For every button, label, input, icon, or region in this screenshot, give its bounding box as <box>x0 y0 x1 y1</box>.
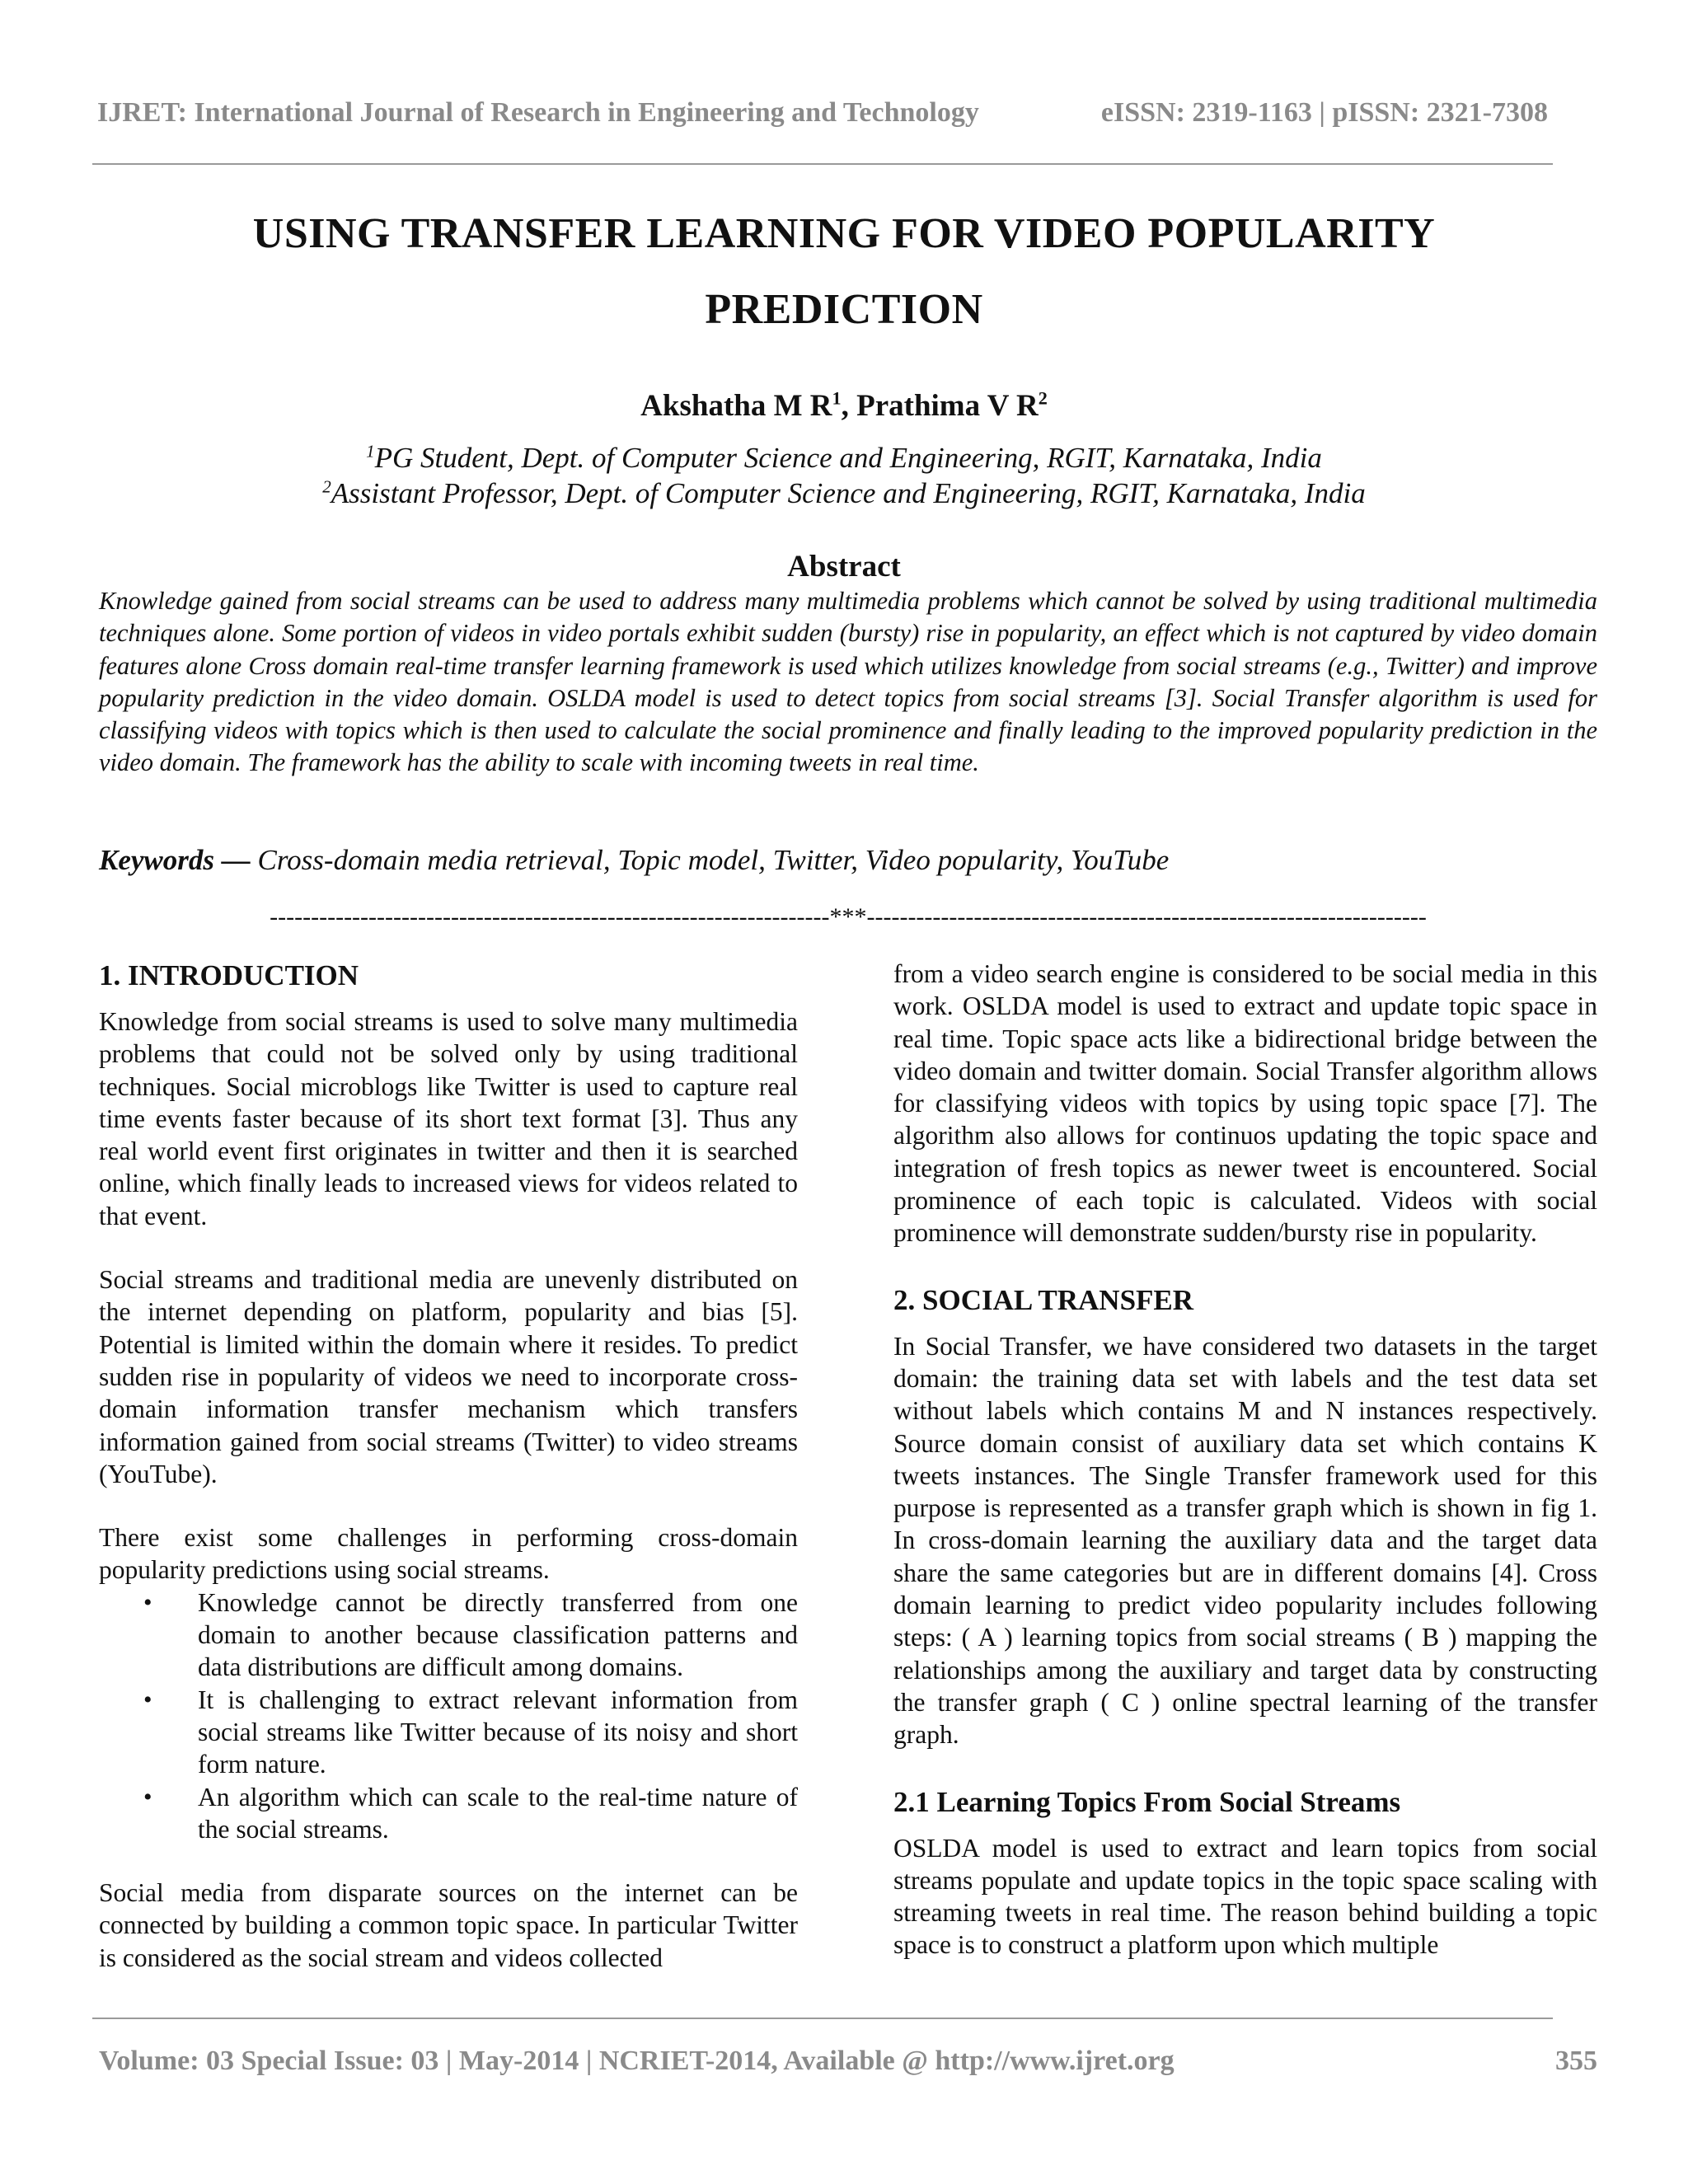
author-name: Akshatha M R <box>640 389 832 423</box>
affiliation-marker: 1 <box>366 441 375 462</box>
journal-name: IJRET: International Journal of Research in Engineering and Technology <box>97 97 979 128</box>
learning-topics-paragraph: OSLDA model is used to extract and learn topics from social streams populate and update topics in the topic space scaling with streaming tweets in real time. The reason behind building a topic space is to construct a platform upon which multiple <box>893 1833 1597 1960</box>
intro-paragraph: Knowledge from social streams is used to solve many multimedia problems that could not be solved only by using traditional techniques. Social microblogs like Twitter is used to capture real time events faster because of its short text format [3]. Thus any real world event first originates in twitter and then it is searched online, which finally leads to increased views for videos related to that event. <box>99 1007 798 1230</box>
list-item <box>143 1684 798 1781</box>
bullet-icon: • <box>143 1588 152 1616</box>
keywords-text: Cross-domain media retrieval, Topic model, Twitter, Video popularity, YouTube <box>250 844 1170 876</box>
left-column <box>99 956 798 2005</box>
title-line-1: USING TRANSFER LEARNING FOR VIDEO POPULARITY <box>252 210 1436 257</box>
abstract-heading: Abstract <box>787 550 901 583</box>
section-separator: --------------------------------------------------------------------***-------------------------------------------------------------------- <box>270 903 1427 930</box>
header-divider <box>92 163 1553 165</box>
abstract-body: Knowledge gained from social streams can be used to address many multimedia problems which cannot be solved by using traditional multimedia techniques alone. Some portion of videos in video portals exhibit sudden (bursty) rise in popularity, an effect which is not captured by video domain features alone Cross domain real-time transfer learning framework is used which utilizes knowledge from social streams (e.g., Twitter) and improve popularity prediction in the video domain. OSLDA model is used to detect topics from social streams [3]. Social Transfer algorithm is used for classifying videos with topics which is then used to calculate the social prominence and finally leading to the improved popularity prediction in the video domain. The framework has the ability to scale with incoming tweets in real time. <box>99 587 1597 777</box>
social-transfer-paragraph: In Social Transfer, we have considered two datasets in the target domain: the training data set with labels and the test data set without labels which contains M and N instances respectively. Source domain consist of auxiliary data set which contains K tweets instances. The Single Transfer framework used for this purpose is represented as a transfer graph which is shown in fig 1. In cross-domain learning the auxiliary data and the target data share the same categories but are in different domains [4]. Cross domain learning to predict video popularity includes following steps: ( A ) learning topics from social streams ( B ) mapping the relationships among the auxiliary and target data by constructing the transfer graph ( C ) online spectral learning of the transfer graph. <box>893 1331 1597 1750</box>
author-affil-marker: 1 <box>832 387 842 409</box>
page-number: 355 <box>1555 2046 1597 2076</box>
author-affil-marker: 2 <box>1038 387 1048 409</box>
affiliation-text: PG Student, Dept. of Computer Science and Engineering, RGIT, Karnataka, India <box>374 442 1322 474</box>
list-item <box>143 1781 798 1846</box>
intro-paragraph: from a video search engine is considered to be social media in this work. OSLDA model is used to extract and update topic space in real time. Topic space acts like a bidirectional bridge between the video domain and twitter domain. Social Transfer algorithm allows for classifying videos with topics by using topic space [7]. The algorithm also allows for continuos updating the topic space and integration of fresh topics as newer tweet is encountered. Social prominence of each topic is calculated. Videos with social prominence will demonstrate sudden/bursty rise in popularity. <box>893 959 1597 1248</box>
affiliations <box>124 440 1564 511</box>
author-name: Prathima V R <box>856 389 1039 423</box>
running-header <box>97 97 1548 138</box>
footer-divider <box>92 2018 1553 2019</box>
affiliation-marker: 2 <box>322 476 331 497</box>
author-separator: , <box>841 389 857 423</box>
list-item-text: It is challenging to extract relevant information from social streams like Twitter because of its noisy and short form nature. <box>198 1685 798 1779</box>
keywords-label: Keywords — <box>99 844 251 876</box>
volume-info: Volume: 03 Special Issue: 03 | May-2014 | NCRIET-2014, Available @ http://www.ijret.org <box>99 2046 1175 2076</box>
issn-info: eISSN: 2319-1163 | pISSN: 2321-7308 <box>1100 97 1548 128</box>
bullet-icon: • <box>143 1685 152 1713</box>
list-item-text: Knowledge cannot be directly transferred from one domain to another because classification patterns and data distributions are difficult among domains. <box>198 1587 798 1682</box>
bullet-icon: • <box>143 1783 152 1811</box>
list-item <box>143 1586 798 1684</box>
challenge-list <box>99 1586 798 1845</box>
list-item-text: An algorithm which can scale to the real-time nature of the social streams. <box>198 1782 798 1844</box>
keywords-line <box>99 841 1597 880</box>
paper-title <box>124 196 1564 348</box>
section-heading-introduction: 1. INTRODUCTION <box>99 959 359 991</box>
intro-paragraph: Social media from disparate sources on the internet can be connected by building a common topic space. In particular Twitter is considered as the social stream and videos collected <box>99 1878 798 1972</box>
affiliation-line <box>124 440 1564 476</box>
title-line-2: PREDICTION <box>705 286 983 333</box>
affiliation-line <box>124 476 1564 511</box>
intro-paragraph: There exist some challenges in performing cross-domain popularity predictions using social streams. <box>99 1523 798 1585</box>
author-list <box>124 386 1564 427</box>
intro-paragraph: Social streams and traditional media are unevenly distributed on the internet depending on platform, popularity and bias [5]. Potential is limited within the domain where it resides. To predict sudden rise in popularity of videos we need to incorporate cross-domain information transfer mechanism which transfers information gained from social streams (Twitter) to video streams (YouTube). <box>99 1265 798 1488</box>
section-heading-social-transfer: 2. SOCIAL TRANSFER <box>893 1283 1194 1316</box>
running-footer <box>99 2046 1597 2087</box>
subsection-heading-learning-topics: 2.1 Learning Topics From Social Streams <box>893 1785 1401 1818</box>
affiliation-text: Assistant Professor, Dept. of Computer Science and Engineering, RGIT, Karnataka, India <box>331 477 1366 509</box>
right-column <box>893 958 1597 1993</box>
